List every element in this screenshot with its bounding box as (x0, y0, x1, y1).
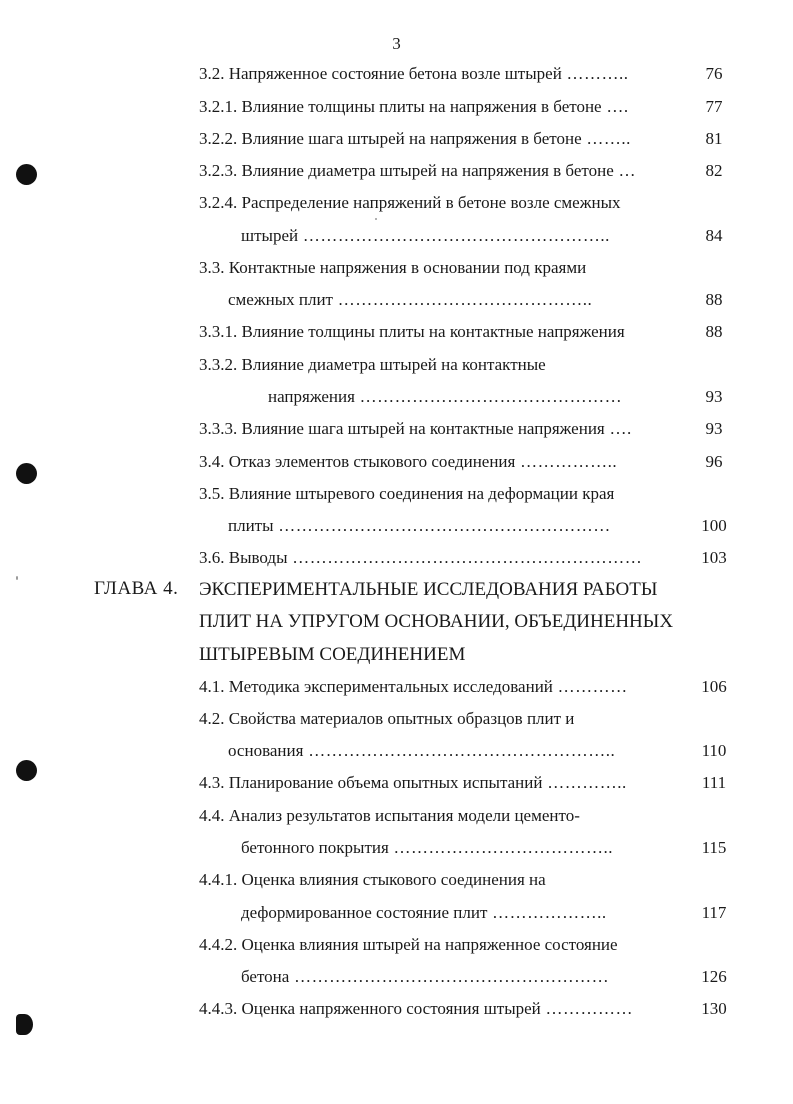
toc-page: 88 (705, 290, 723, 309)
toc-entry-3-2-1: 3.2.1. Влияние толщины плиты на напряжения в бетоне …. (199, 97, 629, 116)
toc-page: 93 (705, 419, 723, 438)
toc-entry-3-3-1: 3.3.1. Влияние толщины плиты на контактные напряжения (199, 322, 625, 341)
toc-page: 106 (701, 677, 727, 696)
toc-page: 110 (701, 741, 727, 760)
binding-hole-4 (16, 1014, 33, 1035)
toc-entry-3-5: 3.5. Влияние штыревого соединения на деформации края (199, 484, 615, 503)
toc-page: 96 (705, 452, 723, 471)
chapter-title-line: ЭКСПЕРИМЕНТАЛЬНЫЕ ИССЛЕДОВАНИЯ РАБОТЫ (199, 579, 658, 600)
toc-entry-4-4-3: 4.4.3. Оценка напряженного состояния штырей …………… (199, 999, 634, 1018)
toc-page: 130 (701, 999, 727, 1018)
toc-page: 111 (701, 773, 727, 792)
scan-speck (375, 218, 377, 220)
toc-entry-4-2: 4.2. Свойства материалов опытных образцов плит и (199, 709, 575, 728)
toc-page: 117 (701, 903, 727, 922)
toc-entry-4-4-cont: бетонного покрытия ……………………………….. (241, 838, 614, 857)
toc-entry-3-3: 3.3. Контактные напряжения в основании под краями (199, 258, 587, 277)
toc-entry-4-4-2-cont: бетона ……………………………………………… (241, 967, 610, 986)
toc-page: 103 (701, 548, 727, 567)
chapter-label: ГЛАВА 4. (94, 578, 179, 599)
toc-entry-3-3-2-cont: напряжения ……………………………………… (268, 387, 623, 406)
toc-entry-4-4-1: 4.4.1. Оценка влияния стыкового соединения на (199, 870, 546, 889)
toc-page: 82 (705, 161, 723, 180)
toc-entry-3-6: 3.6. Выводы …………………………………………………… (199, 548, 643, 567)
toc-page: 93 (705, 387, 723, 406)
page-number: 3 (392, 34, 401, 53)
toc-entry-3-2-2: 3.2.2. Влияние шага штырей на напряжения в бетоне …….. (199, 129, 631, 148)
chapter-title-line: ШТЫРЕВЫМ СОЕДИНЕНИЕМ (199, 644, 466, 665)
toc-entry-3-2-4-cont: штырей …………………………………………….. (241, 226, 610, 245)
toc-entry-3-2-4: 3.2.4. Распределение напряжений в бетоне возле смежных (199, 193, 621, 212)
toc-page: 84 (705, 226, 723, 245)
toc-page: 77 (705, 97, 723, 116)
toc-entry-3-2: 3.2. Напряженное состояние бетона возле штырей ……….. (199, 64, 629, 83)
toc-entry-3-2-3: 3.2.3. Влияние диаметра штырей на напряжения в бетоне … (199, 161, 636, 180)
toc-entry-4-4-1-cont: деформированное состояние плит ……………….. (241, 903, 607, 922)
toc-page: 100 (701, 516, 727, 535)
toc-entry-4-1: 4.1. Методика экспериментальных исследований ………… (199, 677, 628, 696)
toc-page: 126 (701, 967, 727, 986)
toc-entry-3-3-2: 3.3.2. Влияние диаметра штырей на контактные (199, 355, 546, 374)
toc-entry-4-3: 4.3. Планирование объема опытных испытаний ………….. (199, 773, 627, 792)
binding-hole-2 (16, 463, 37, 484)
toc-page: 76 (705, 64, 723, 83)
toc-entry-3-4: 3.4. Отказ элементов стыкового соединения …………….. (199, 452, 618, 471)
toc-entry-3-3-cont: смежных плит …………………………………….. (228, 290, 593, 309)
binding-hole-1 (16, 164, 37, 185)
toc-page: 115 (701, 838, 727, 857)
toc-page: 81 (705, 129, 723, 148)
toc-entry-3-3-3: 3.3.3. Влияние шага штырей на контактные напряжения …. (199, 419, 632, 438)
toc-entry-4-4-2: 4.4.2. Оценка влияния штырей на напряженное состояние (199, 935, 618, 954)
toc-entry-3-5-cont: плиты ………………………………………………… (228, 516, 611, 535)
toc-page: 88 (705, 322, 723, 341)
toc-entry-4-4: 4.4. Анализ результатов испытания модели цементо- (199, 806, 580, 825)
chapter-title-line: ПЛИТ НА УПРУГОМ ОСНОВАНИИ, ОБЪЕДИНЕННЫХ (199, 611, 674, 632)
toc-entry-4-2-cont: основания …………………………………………….. (228, 741, 616, 760)
binding-hole-3 (16, 760, 37, 781)
scan-speck (16, 576, 18, 580)
